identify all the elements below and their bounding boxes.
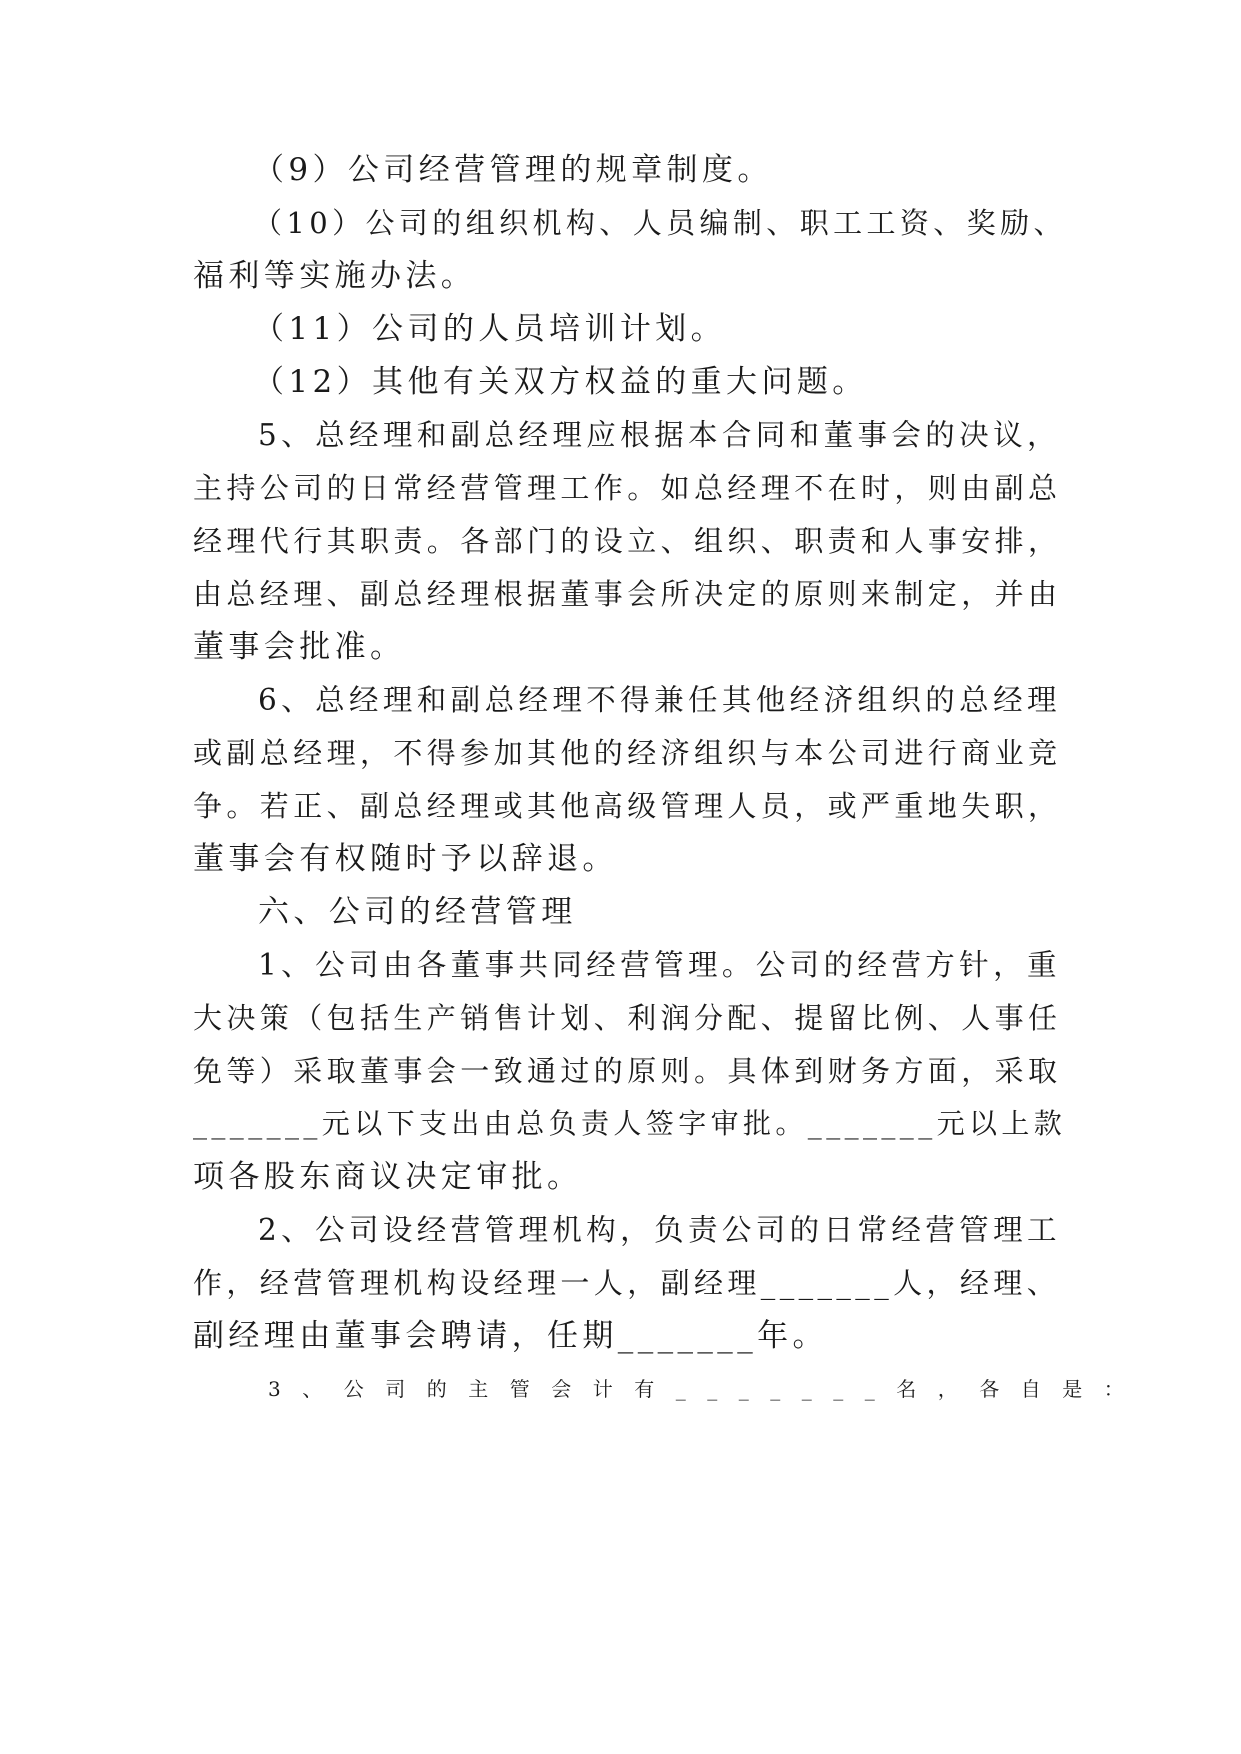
text-line: 大决策（包括生产销售计划、利润分配、提留比例、人事任 xyxy=(193,1001,1062,1035)
text-line: （10）公司的组织机构、人员编制、职工工资、奖励、 xyxy=(253,206,1067,240)
section-heading: 六、公司的经营管理 xyxy=(258,894,577,930)
text-line: 免等）采取董事会一致通过的原则。具体到财务方面，采取 xyxy=(193,1054,1062,1088)
text-line: 3、公司的主管会计有_______名，各自是： xyxy=(268,1377,1146,1401)
text-line: 董事会批准。 xyxy=(193,629,406,665)
text-line: 经理代行其职责。各部门的设立、组织、职责和人事安排， xyxy=(193,524,1062,558)
text-line: 董事会有权随时予以辞退。 xyxy=(193,841,618,877)
text-line: （12）其他有关双方权益的重大问题。 xyxy=(253,364,868,400)
text-line: 项各股东商议决定审批。 xyxy=(193,1159,583,1195)
text-line: 由总经理、副总经理根据董事会所决定的原则来制定，并由 xyxy=(193,577,1062,611)
text-line: 5、总经理和副总经理应根据本合同和董事会的决议， xyxy=(258,418,1061,452)
text-line: 主持公司的日常经营管理工作。如总经理不在时，则由副总 xyxy=(193,471,1062,505)
text-line: 争。若正、副总经理或其他高级管理人员，或严重地失职， xyxy=(193,789,1062,823)
text-line: 1、公司由各董事共同经营管理。公司的经营方针，重 xyxy=(258,948,1061,982)
text-line: 副经理由董事会聘请，任期_______年。 xyxy=(193,1318,828,1354)
text-line: 或副总经理，不得参加其他的经济组织与本公司进行商业竞 xyxy=(193,736,1062,770)
text-line: （11）公司的人员培训计划。 xyxy=(253,311,727,347)
text-line: 2、公司设经营管理机构，负责公司的日常经营管理工 xyxy=(258,1213,1061,1247)
text-line: _______元以下支出由总负责人签字审批。_______元以上款 xyxy=(193,1107,1067,1140)
text-line: （9）公司经营管理的规章制度。 xyxy=(253,152,773,188)
text-line: 福利等实施办法。 xyxy=(193,258,477,294)
text-line: 作，经营管理机构设经理一人，副经理_______人，经理、 xyxy=(193,1266,1061,1300)
text-line: 6、总经理和副总经理不得兼任其他经济组织的总经理 xyxy=(258,683,1061,717)
